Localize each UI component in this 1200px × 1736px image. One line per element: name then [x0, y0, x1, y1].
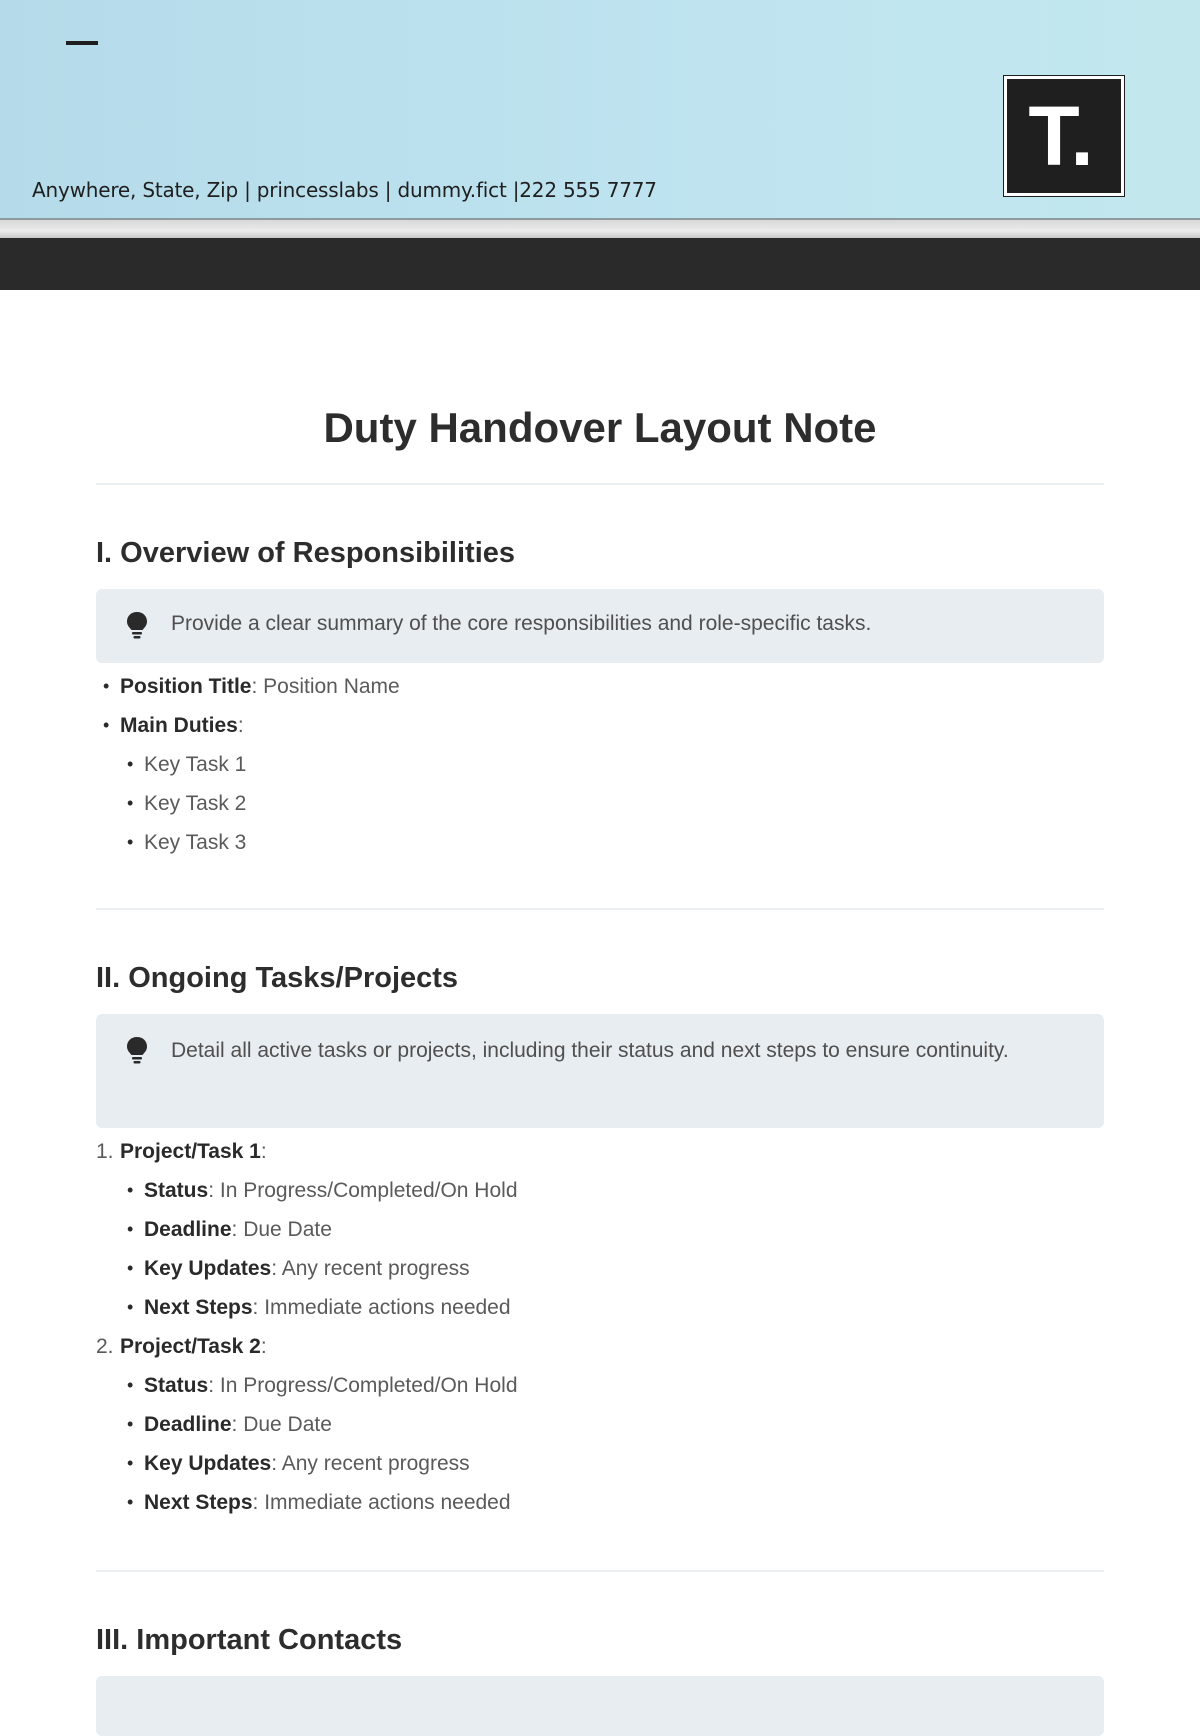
tip-callout: [96, 1676, 1104, 1736]
company-logo: [1004, 76, 1124, 196]
list-item: • Key Updates: Any recent progress: [96, 1249, 1104, 1288]
lightbulb-icon: [126, 1036, 148, 1064]
list-item: • Next Steps: Immediate actions needed: [96, 1288, 1104, 1327]
list-item: • Next Steps: Immediate actions needed: [96, 1483, 1104, 1522]
list-item: • Status: In Progress/Completed/On Hold: [96, 1171, 1104, 1210]
projects-list: [96, 1132, 1104, 1522]
document-title: Duty Handover Layout Note: [323, 404, 877, 451]
list-item: • Key Updates: Any recent progress: [96, 1444, 1104, 1483]
project-item: 2. Project/Task 2:: [96, 1335, 267, 1358]
tip-callout-text: Provide a clear summary of the core responsibilities and role-specific tasks.: [171, 612, 872, 635]
tip-callout: [96, 1014, 1104, 1128]
list-item: • Key Task 1: [96, 745, 1104, 784]
responsibilities-list: [96, 667, 1104, 862]
project-item: 1. Project/Task 1:: [96, 1140, 267, 1163]
header-divider-strip: [0, 220, 1200, 238]
document-body: [96, 380, 1104, 1736]
list-item: • Deadline: Due Date: [96, 1210, 1104, 1249]
section-heading-contacts: III. Important Contacts: [96, 1624, 403, 1656]
lightbulb-icon: [126, 611, 148, 639]
letterhead-header: [0, 0, 1200, 220]
header-dash-mark: [66, 41, 98, 45]
list-item: • Position Title: Position Name: [96, 667, 1104, 706]
list-item: • Key Task 2: [96, 784, 1104, 823]
header-dark-band: [0, 238, 1200, 290]
logo-letter: T.: [1028, 89, 1094, 183]
tip-callout-text: Detail all active tasks or projects, including their status and next steps to ensure continuity.: [171, 1039, 1009, 1062]
list-item: • Main Duties:: [96, 706, 1104, 745]
list-item: • Key Task 3: [96, 823, 1104, 862]
tip-callout: [96, 589, 1104, 663]
list-item: • Deadline: Due Date: [96, 1405, 1104, 1444]
section-heading-overview: I. Overview of Responsibilities: [96, 537, 516, 569]
list-item: • Status: In Progress/Completed/On Hold: [96, 1366, 1104, 1405]
header-contact-line: Anywhere, State, Zip | princesslabs | dummy.fict |222 555 7777: [32, 178, 657, 202]
section-heading-ongoing-tasks: II. Ongoing Tasks/Projects: [96, 962, 459, 994]
